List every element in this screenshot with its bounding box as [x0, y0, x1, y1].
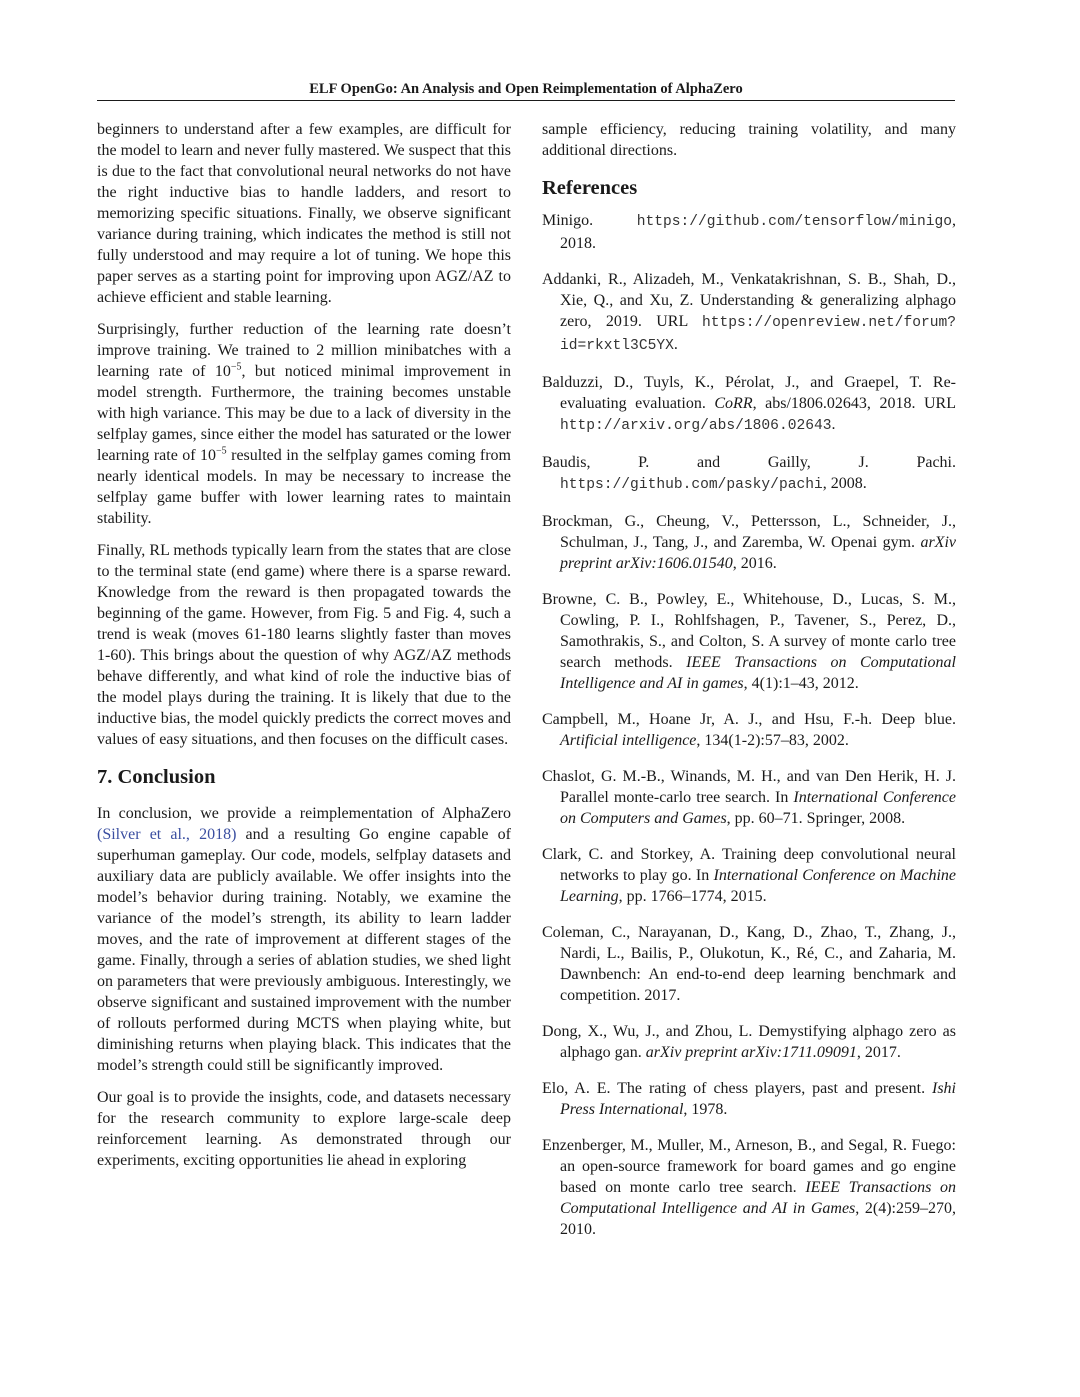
text: In conclusion, we provide a reimplementation of AlphaZero — [97, 805, 511, 822]
reference-dong — [542, 1021, 956, 1063]
exponent: −5 — [216, 445, 227, 457]
reference-campbell — [542, 709, 956, 751]
paragraph-goal: Our goal is to provide the insights, code, and datasets necessary for the research community to explore large-scale deep reinforcement learning. As demonstrated through our experiments, exciting opportunities lie ahead in exploring — [97, 1089, 511, 1169]
ref-url[interactable]: https://github.com/pasky/pachi — [560, 477, 823, 493]
ref-text: Brockman, G., Cheung, V., Pettersson, L., Schneider, J., Schulman, J., Tang, J., and Zaremba, W. Openai gym. — [542, 513, 956, 551]
ref-url[interactable]: https://openreview.net/forum?id=rkxtl3C5YX — [560, 315, 956, 354]
ref-text: Dong, X., Wu, J., and Zhou, L. Demystifying alphago zero as alphago gan. — [542, 1023, 956, 1061]
ref-venue: International Conference on Machine Learning — [560, 867, 956, 905]
ref-text: Browne, C. B., Powley, E., Whitehouse, D., Lucas, S. M., Cowling, P. I., Rohlfshagen, P., Tavener, S., Perez, D., Samothrakis, S., and Colton, S. A survey of monte carlo tree search methods. — [542, 591, 956, 671]
ref-venue: IEEE Transactions on Computational Intelligence and AI in Games — [560, 1179, 957, 1217]
ref-venue: Artificial intelligence — [560, 732, 697, 749]
reference-browne — [542, 589, 956, 694]
text: , but noticed minimal improvement in model strength. Furthermore, the training becomes unstable with high variance. This may be due to a lack of diversity in the selfplay games, since either the model has saturated or the lower learning rate of 10 — [97, 363, 511, 464]
reference-balduzzi — [542, 372, 956, 437]
paragraph-ladders: beginners to understand after a few examples, are difficult for the model to learn and never fully mastered. We suspect that this is due to the fact that convolutional neural networks do not have the right inductive bias to handle ladders, and resort to memorizing specific situations. Finally, we observe significant variance during training, which indicates the method is still not fully understood and may require a lot of tuning. We hope this paper serves as a starting point for improving upon AGZ/AZ to achieve efficient and stable learning. — [97, 121, 511, 306]
ref-text: Coleman, C., Narayanan, D., Kang, D., Zhao, T., Zhang, J., Nardi, L., Bailis, P., Olukotun, K., Ré, C., and Zaharia, M. Dawnbench: An end-to-end deep learning benchmark and competition. 2017. — [542, 924, 956, 1004]
text: and a resulting Go engine capable of superhuman gameplay. Our code, models, selfplay datasets and auxiliary data are publicly available. We offer insights into the model’s behavior during training. Notably, we examine the variance of the model’s strength, its ability to learn ladder moves, and the rate of improvement at different stages of the game. Finally, through a series of ablation studies, we shed light on parameters that were previously ambiguous. Interestingly, we observe significant and sustained improvement with the number of rollouts performed during MCTS when playing white, but diminishing returns when playing black. This indicates that the model’s strength could still be significantly improved. — [97, 826, 512, 1074]
reference-clark — [542, 844, 956, 907]
reference-chaslot — [542, 766, 956, 829]
paragraph-conclusion — [97, 803, 511, 1076]
ref-venue: IEEE Transactions on Computational Intelligence and AI in games — [560, 654, 956, 692]
ref-text: Chaslot, G. M.-B., Winands, M. H., and van Den Herik, H. J. Parallel monte-carlo tree search. In — [542, 768, 956, 806]
reference-elo — [542, 1078, 956, 1120]
section-heading-conclusion: 7. Conclusion — [97, 766, 216, 788]
citation-link[interactable]: (Silver et al., 2018) — [97, 826, 237, 843]
ref-text: Addanki, R., Alizadeh, M., Venkatakrishnan, S. B., Shah, D., Xie, Q., and Xu, Z. Understanding & generalizing alphago zero, 2019. URL — [542, 271, 956, 330]
ref-text: Enzenberger, M., Muller, M., Arneson, B., and Segal, R. Fuego: an open-source framework for board games and go engine based on monte carlo tree search. — [542, 1137, 956, 1196]
ref-text: Minigo. — [542, 212, 637, 229]
reference-addanki — [542, 269, 956, 357]
ref-text: Campbell, M., Hoane Jr, A. J., and Hsu, F.-h. Deep blue. — [542, 711, 956, 728]
reference-coleman — [542, 922, 956, 1006]
right-column — [542, 119, 956, 1255]
references-heading: References — [542, 177, 638, 199]
ref-text: Balduzzi, D., Tuyls, K., Pérolat, J., and Graepel, T. Re-evaluating evaluation. — [542, 374, 956, 412]
paragraph-learning-rate — [97, 319, 511, 529]
ref-text: , 134(1-2):57–83, 2002. — [696, 732, 849, 749]
exponent: −5 — [230, 361, 242, 373]
ref-text: . — [831, 416, 836, 433]
ref-venue: International Conference on Computers and Games — [560, 789, 957, 827]
left-column — [97, 119, 511, 1182]
ref-text: , 2018. — [560, 212, 956, 252]
running-header: ELF OpenGo: An Analysis and Open Reimplementation of AlphaZero — [309, 81, 743, 97]
ref-text: , 2016. — [732, 555, 777, 572]
text: resulted in the selfplay games coming from nearly identical models. In may be necessary to increase the selfplay game buffer with lower learning rates to maintain stability. — [97, 447, 511, 527]
ref-text: , 4(1):1–43, 2012. — [743, 675, 859, 692]
ref-text: , pp. 60–71. Springer, 2008. — [726, 810, 906, 827]
ref-text: , abs/1806.02643, 2018. URL — [752, 395, 956, 412]
ref-text: Baudis, P. and Gailly, J. Pachi. — [542, 454, 956, 471]
paragraph-rl-methods: Finally, RL methods typically learn from the states that are close to the terminal state (end game) where there is a sparse reward. Knowledge from the reward is then propagated towards the beginning of the game. However, from Fig. 5 and Fig. 4, such a trend is weak (moves 61-180 learns slightly faster than moves 1-60). This brings about the question of why AGZ/AZ methods behave differently, and what kind of role the inductive bias of the model plays during the training. It is likely that due to the inductive bias, the model quickly predicts the correct moves and values of easy situations, and then focuses on the difficult cases. — [97, 542, 511, 748]
paragraph-continuation: sample efficiency, reducing training volatility, and many additional directions. — [542, 121, 956, 159]
ref-venue: Ishi Press International — [560, 1080, 956, 1118]
header-rule — [97, 100, 955, 101]
ref-text: , 1978. — [683, 1101, 728, 1118]
ref-text: , pp. 1766–1774, 2015. — [618, 888, 767, 905]
text: Surprisingly, further reduction of the learning rate doesn’t improve training. We trained to 2 million minibatches with a learning rate of 10 — [97, 321, 511, 380]
ref-venue: arXiv preprint arXiv:1711.09091 — [645, 1044, 857, 1061]
reference-enzenberger — [542, 1135, 956, 1240]
ref-text: , 2(4):259–270, 2010. — [560, 1200, 956, 1238]
ref-venue: arXiv preprint arXiv:1606.01540 — [560, 534, 956, 572]
ref-text: Clark, C. and Storkey, A. Training deep convolutional neural networks to play go. In — [542, 846, 956, 884]
reference-brockman — [542, 511, 956, 574]
ref-text: Elo, A. E. The rating of chess players, past and present. — [542, 1080, 932, 1097]
reference-minigo — [542, 210, 956, 254]
ref-venue: CoRR — [714, 395, 753, 412]
ref-url[interactable]: http://arxiv.org/abs/1806.02643 — [560, 418, 832, 434]
ref-text: , 2017. — [856, 1044, 901, 1061]
ref-text: . — [673, 336, 678, 353]
ref-text: , 2008. — [822, 475, 867, 492]
reference-baudis — [542, 452, 956, 496]
ref-url[interactable]: https://github.com/tensorflow/minigo — [636, 214, 952, 230]
